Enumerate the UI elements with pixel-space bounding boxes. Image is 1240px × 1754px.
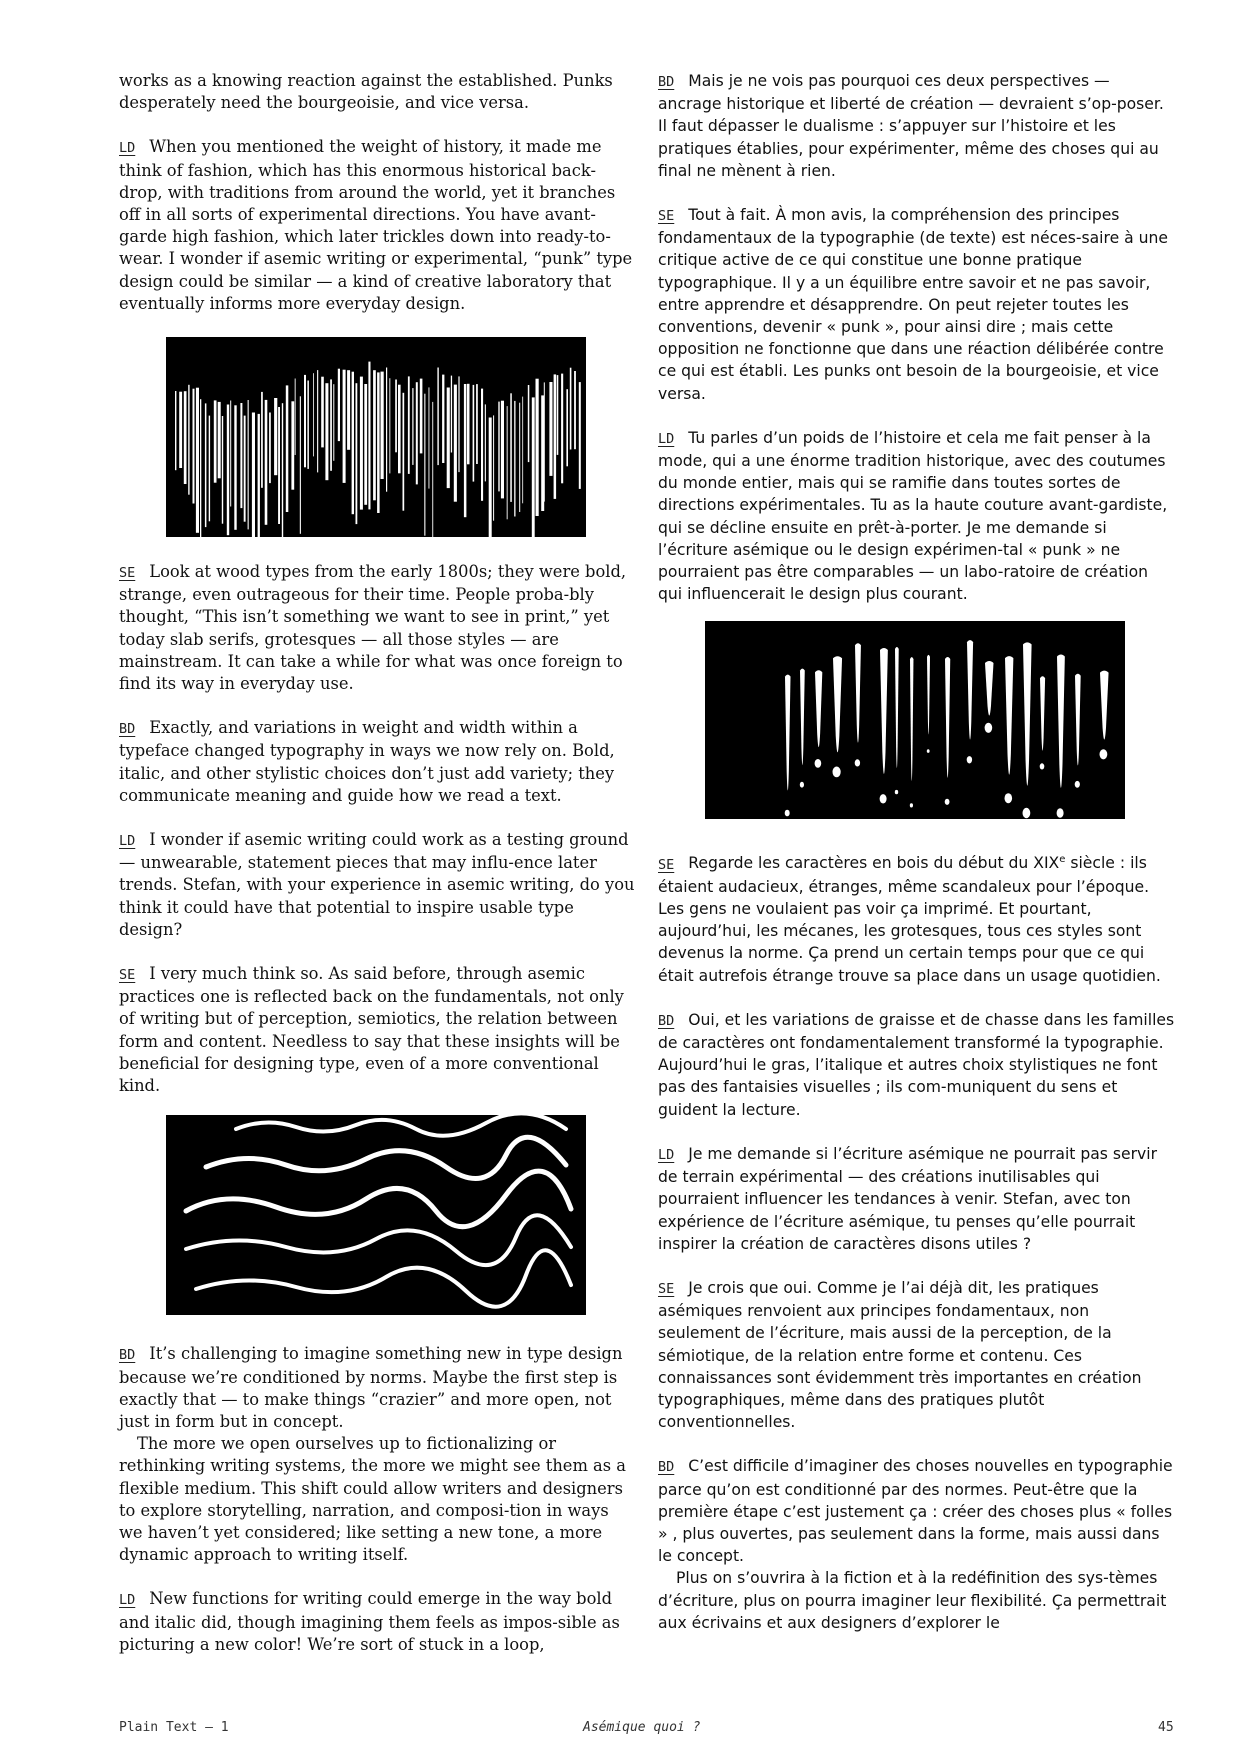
paragraph-text: Je me demande si l’écriture asémique ne pourrait pas servir de terrain expérimental — des créations inutilisables qui pourraient influencer les tendances à venir. Stefan, avec ton expérience de l’écriture asémique, tu penses qu’elle pourrait inspirer la création de caractères disons utiles ? (658, 1144, 1157, 1253)
brush-stroke (416, 382, 418, 484)
brush-stroke (561, 374, 563, 484)
brush-stroke (377, 372, 380, 513)
brush-stroke (403, 393, 405, 511)
brush-stroke (574, 371, 576, 449)
right-column (658, 70, 1176, 1656)
brush-stroke (532, 397, 535, 537)
brush-stroke (252, 413, 255, 538)
brush-stroke (522, 397, 523, 504)
paragraph (119, 717, 637, 807)
ink-drop (785, 810, 790, 817)
footer-publication: Plain Text – 1 (119, 1720, 229, 1735)
ink-drop (880, 795, 887, 804)
brush-stroke (514, 401, 515, 517)
paragraph-text: works as a knowing reaction against the established. Punks desperately need the bourgeoisie, and vice versa. (119, 71, 613, 113)
brush-stroke (234, 405, 236, 530)
brush-stroke (352, 372, 354, 515)
paragraph-text: Tu parles d’un poids de l’histoire et cela me fait penser à la mode, qui a une énorme tradition historique, avec des coutumes du monde entier, mais qui se ramifie dans toutes sortes de directions expérimentales. Tu as la haute couture avant-gardiste, qui se décline ensuite en prêt-à-porter. Je me demande si l’écriture asémique ou le design expérimen-tal « punk » ne pourraient pas être comparables — un labo-ratoire de création qui influencerait le design plus courant. (658, 428, 1168, 604)
brush-stroke (501, 401, 504, 499)
paragraph-text: Oui, et les variations de graisse et de chasse dans les familles de caractères ont fondamentalement transformé la typographie. Aujourd’hui le gras, l’italique et autres choix stylistiques ne font pas des fantaisies visuelles ; ils com-muniquent du sens et guident la lecture. (658, 1010, 1175, 1119)
brush-stroke (244, 416, 246, 522)
speaker-initials: BD (658, 74, 675, 90)
brush-stroke (300, 396, 301, 534)
brush-stroke (554, 374, 557, 499)
brush-stroke (447, 388, 450, 489)
brush-stroke (214, 400, 217, 482)
paragraph-text: Mais je ne vois pas pourquoi ces deux perspectives — ancrage historique et liberté de création — devraient s’op-poser. Il faut dépasser le dualisme : s’appuyer sur l’histoire et les pratiques établies, pour expérimenter, même des choses qui au final ne mènent à rien. (658, 72, 1164, 180)
brush-stroke (579, 382, 581, 489)
brush-stroke (265, 400, 268, 525)
paragraph-text: New functions for writing could emerge in the way bold and italic did, though imagining them feels as impos-sible as picturing a new color! We’re sort of stuck in a loop, (119, 1589, 620, 1654)
brush-stroke (295, 379, 296, 456)
paragraph-text: Regarde les caractères en bois du début du XIX (688, 854, 1060, 873)
ink-drop (1040, 764, 1045, 770)
ink-drop (910, 804, 913, 808)
brush-stroke (528, 385, 530, 462)
asemic-figure-drips (705, 621, 1125, 819)
brush-stroke (412, 388, 413, 465)
brush-stroke (510, 393, 512, 502)
brush-stroke (536, 379, 539, 516)
brush-stroke (304, 375, 306, 467)
brush-stroke (330, 379, 332, 470)
paragraph (119, 1588, 637, 1656)
brush-stroke (373, 370, 376, 500)
brush-stroke (485, 404, 486, 481)
paragraph-text: Look at wood types from the early 1800s; they were bold, strange, even outrageous for their time. People proba-bly thought, “This isn’t something we want to see in print,” yet today slab serifs, grotesques — all those styles — are mainstream. It can take a while for what was once foreign to find its way in everyday use. (119, 562, 627, 694)
speaker-initials: SE (658, 1280, 675, 1297)
paragraph (119, 1343, 637, 1433)
ink-drop (945, 799, 950, 805)
ink-drop (1075, 781, 1080, 788)
speaker-initials: LD (658, 1146, 675, 1163)
brush-stroke (258, 414, 260, 537)
speaker-initials: LD (119, 140, 136, 157)
asemic-figure-vertical-strokes (166, 337, 586, 537)
brush-stroke (420, 379, 423, 454)
brush-stroke (389, 378, 390, 473)
paragraph (658, 1143, 1176, 1255)
speaker-initials: LD (119, 833, 136, 850)
paragraph-text: Exactly, and variations in weight and width within a typeface changed typography in ways we now rely on. Bold, italic, and other stylistic choices don’t just add variety; they communicate meaning and guide how we read a text. (119, 718, 615, 805)
brush-stroke (398, 385, 401, 474)
paragraph (119, 561, 637, 695)
paragraph-text: Je crois que oui. Comme je l’ai déjà dit, les pratiques asémiques renvoient aux principes fondamentaux, non seulement de l’écriture, mais aussi de la perception, de la sémiotique, de la relation entre forme et contenu. Ces connaissances sont évidemment très importantes en création typographiques, même dans des pratiques plutôt conventionnelles. (658, 1278, 1142, 1432)
brush-stroke (557, 375, 559, 455)
paragraph (658, 1277, 1176, 1433)
brush-stroke (282, 403, 283, 537)
paragraph (119, 136, 637, 315)
ink-drop (855, 760, 860, 767)
ink-drop (833, 767, 841, 778)
speaker-initials: LD (658, 430, 675, 447)
paragraph-text: It’s challenging to imagine something new in type design because we’re conditioned by norms. Maybe the first step is exactly that — to make things “crazier” and more open, not just in form but in concept. (119, 1344, 623, 1431)
brush-stroke (200, 399, 201, 537)
paragraph-text: Tout à fait. À mon avis, la compréhension des principes fondamentaux de la typographie (de texte) est néces-saire à une critique active de ce qui constitue une bonne pratique typographique. Il y a un équilibre entre savoir et ne pas savoir, entre apprendre et désapprendre. On peut rejeter toutes les conventions, devenir « punk », pour ainsi dire ; mais cette opposition ne fonctionne que dans une réaction délibérée contre ce qui est établi. Les punks ont besoin de la bourgeoisie, et vice versa. (658, 206, 1169, 403)
brush-stroke (291, 401, 294, 489)
brush-stroke (196, 388, 199, 533)
ink-drop (967, 757, 972, 764)
brush-stroke (381, 372, 384, 479)
paragraph (658, 204, 1176, 405)
paragraph-text: The more we open ourselves up to fictionalizing or rethinking writing systems, the more we might see them as a flexible medium. This shift could allow writers and designers to explore storytelling, narration, and composi-tion in ways we haven’t yet considered; like setting a new tone, a more dynamic approach to writing itself. (119, 1434, 627, 1565)
brush-stroke (498, 402, 499, 492)
brush-stroke (432, 402, 433, 537)
speaker-initials: BD (119, 1347, 136, 1364)
brush-stroke (347, 370, 350, 450)
brush-stroke (424, 394, 425, 536)
ink-drop (895, 790, 898, 794)
ink-drop (985, 723, 993, 733)
brush-stroke (278, 407, 280, 524)
speaker-initials: BD (119, 721, 136, 738)
paragraph (658, 70, 1176, 182)
brush-stroke (338, 369, 340, 441)
brush-stroke (209, 416, 210, 522)
brush-stroke (240, 403, 242, 508)
brush-stroke (489, 418, 492, 538)
brush-stroke (193, 389, 195, 504)
brush-stroke (386, 368, 387, 492)
speaker-initials: SE (119, 967, 136, 984)
brush-stroke (473, 385, 475, 482)
paragraph (658, 1455, 1176, 1567)
speaker-initials: BD (658, 1459, 675, 1476)
footer-section-title: Asémique quoi ? (583, 1720, 701, 1735)
brush-stroke (286, 385, 289, 512)
brush-stroke (481, 389, 483, 501)
paragraph-text: siècle : ils étaient audacieux, étranges, même scandaleux pour l’époque. Les gens ne voulaient pas voir ça imprimé. Et pourtant, aujourd’hui, les mécanes, les grotesques, tous ces styles sont devenus la norme. Ça prend un certain temps pour que ce qui était autrefois étrange trouve sa place dans un usage quotidien. (658, 854, 1161, 985)
brush-stroke (549, 382, 552, 476)
brush-stroke (179, 392, 182, 468)
paragraph (658, 427, 1176, 606)
left-column (119, 70, 637, 1678)
ink-drop (1057, 809, 1064, 818)
brush-stroke (451, 376, 452, 453)
brush-stroke (429, 387, 430, 488)
paragraph-text: C’est difficile d’imaginer des choses nouvelles en typographie parce qu’on est conditionné par des normes. Peut-être que la première étape c’est justement ça : créer des choses plus « folles » , plus ouvertes, pas seulement dans la forme, mais aussi dans le concept. (658, 1457, 1173, 1566)
paragraph-continued (658, 1567, 1176, 1634)
brush-stroke (458, 376, 459, 472)
superscript: e (1059, 854, 1066, 866)
ink-drop (800, 782, 804, 788)
ink-drop (1023, 808, 1031, 818)
brush-stroke (188, 385, 189, 495)
brush-stroke (356, 383, 358, 524)
brush-stroke (261, 392, 263, 488)
brush-stroke (230, 401, 231, 507)
ink-drop (815, 759, 822, 768)
brush-stroke (493, 415, 494, 520)
brush-stroke (175, 391, 176, 470)
brush-stroke (325, 383, 328, 480)
paragraph-text: I wonder if asemic writing could work as a testing ground — unwearable, statement pieces that may influ-ence later trends. Stefan, with your experience in asemic writing, do you think it could have that potential to inspire usable type design? (119, 830, 635, 939)
speaker-initials: SE (119, 565, 136, 582)
brush-stroke (570, 368, 572, 450)
brush-stroke (437, 368, 438, 466)
brush-stroke (507, 406, 508, 519)
speaker-initials: LD (119, 1592, 136, 1609)
page-number: 45 (1158, 1720, 1174, 1735)
brush-stroke (476, 384, 478, 464)
brush-stroke (464, 384, 467, 517)
speaker-initials: BD (658, 1012, 675, 1029)
brush-stroke (269, 413, 271, 484)
asemic-figure-wavy-lines (166, 1115, 586, 1315)
brush-stroke (454, 385, 457, 502)
brush-stroke (364, 384, 367, 505)
ink-drop (1005, 794, 1013, 804)
paragraph-text: Plus on s’ouvrira à la fiction et à la redéfinition des sys-tèmes d’écriture, plus on pourra imaginer leur flexibilité. Ça permettrait aux écrivains et aux designers d’explorer le (658, 1569, 1167, 1632)
brush-stroke (368, 362, 370, 510)
brush-stroke (205, 403, 207, 527)
brush-stroke (395, 380, 397, 453)
speaker-initials: SE (658, 856, 675, 873)
brush-stroke (544, 382, 545, 501)
ink-drop (1100, 750, 1108, 760)
ink-drop (927, 750, 930, 754)
brush-stroke (442, 375, 444, 463)
brush-stroke (408, 376, 410, 474)
brush-stroke (317, 370, 318, 472)
brush-stroke (566, 389, 568, 466)
paragraph (119, 70, 637, 114)
paragraph (119, 829, 637, 941)
brush-stroke (321, 377, 324, 448)
paragraph-text: When you mentioned the weight of history, it made me think of fashion, which has this enormous historical back-drop, with traditions from around the world, yet it branches off in all sorts of experimental directions. You have avant-garde high fashion, which later trickles down into ready-to-wear. I wonder if asemic writing or experimental, “punk” type design could be similar — a kind of creative laboratory that eventually informs more everyday design. (119, 137, 633, 313)
brush-stroke (333, 384, 334, 461)
paragraph-continued (119, 1433, 637, 1566)
brush-stroke (467, 384, 470, 465)
brush-stroke (248, 400, 249, 529)
brush-stroke (313, 373, 314, 456)
brush-stroke (222, 416, 223, 524)
brush-stroke (541, 395, 544, 511)
brush-stroke (307, 381, 309, 469)
brush-stroke (343, 370, 346, 483)
brush-stroke (274, 398, 277, 475)
brush-stroke (360, 377, 363, 510)
brush-stroke (227, 405, 229, 536)
brush-stroke (218, 402, 221, 478)
paragraph-text: I very much think so. As said before, through asemic practices one is reflected back on the fundamentals, not only of writing but of perception, semiotics, the relation between form and content. Needless to say that these insights will be beneficial for designing type, even of a more conventional kind. (119, 964, 624, 1096)
paragraph (658, 1009, 1176, 1121)
paragraph (119, 963, 637, 1097)
speaker-initials: SE (658, 208, 675, 225)
brush-stroke (519, 403, 520, 512)
paragraph (658, 849, 1176, 986)
brush-stroke (184, 391, 187, 484)
